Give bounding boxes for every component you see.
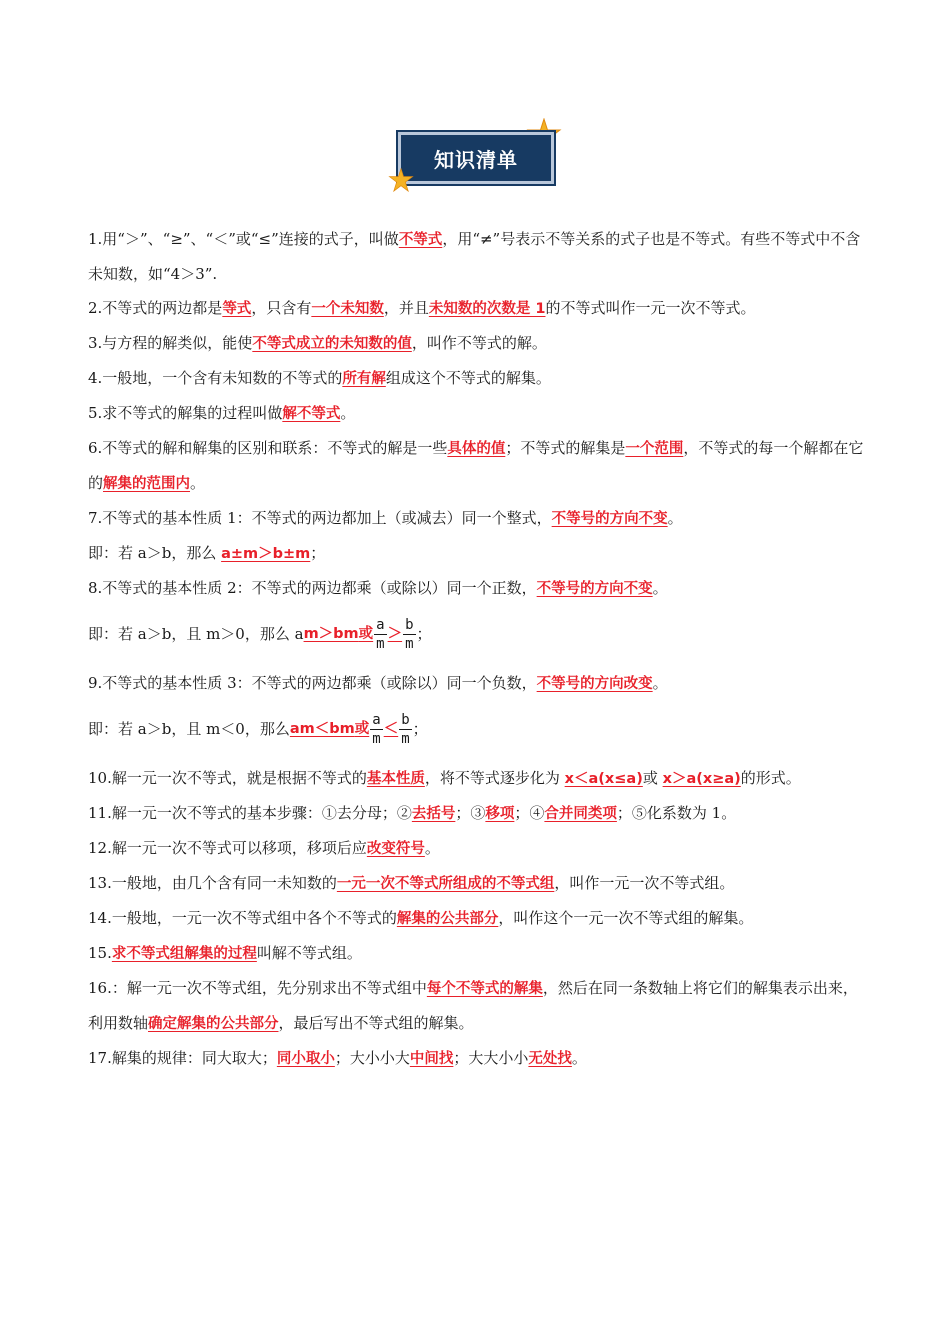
list-item — [88, 610, 864, 658]
item-text: 3.与方程的解类似，能使 — [88, 334, 253, 352]
answer-keyword: 确定解集的公共部分 — [148, 1016, 279, 1032]
star-icon — [388, 168, 414, 194]
section-banner — [388, 118, 566, 198]
item-text: ，将不等式逐步化为 — [424, 769, 565, 787]
list-item — [88, 761, 864, 796]
item-text: ，最后写出不等式组的解集。 — [278, 1014, 474, 1032]
fraction — [374, 618, 386, 651]
list-item — [88, 666, 864, 701]
answer-keyword: 所有解 — [342, 371, 386, 387]
item-text: ，然后在同一条数轴上将它们的解集表示出来，利用数轴 — [88, 979, 858, 1032]
item-text: ； — [416, 625, 432, 643]
item-text: 8.不等式的基本性质 2：不等式的两边都乘（或除以）同一个正数， — [88, 579, 537, 597]
item-text: 15. — [88, 944, 112, 962]
item-text: 10.解一元一次不等式，就是根据不等式的 — [88, 769, 367, 787]
item-text: 6.不等式的解和解集的区别和联系：不等式的解是一些 — [88, 439, 448, 457]
item-text: 5.求不等式的解集的过程叫做 — [88, 404, 283, 422]
answer-keyword: m＞bm — [303, 626, 359, 642]
item-text: 即：若 a＞b，那么 — [88, 544, 222, 562]
banner-title: 知识清单 — [434, 147, 518, 172]
answer-keyword: x＞a(x≥a) — [662, 771, 741, 787]
item-text: 2.不等式的两边都是 — [88, 299, 223, 317]
answer-keyword: 解不等式 — [282, 406, 341, 422]
answer-keyword: 等式 — [222, 301, 252, 317]
answer-keyword: ＜ — [383, 721, 399, 737]
item-text: 17.解集的规律：同大取大； — [88, 1049, 277, 1067]
item-text: 。 — [340, 404, 356, 422]
answer-keyword: 不等式 — [398, 232, 443, 248]
item-text: 。 — [652, 579, 668, 597]
list-item — [88, 501, 864, 536]
fraction-denominator: m — [405, 635, 414, 652]
answer-keyword: 不等式成立的未知数的值 — [252, 336, 412, 352]
answer-keyword: 无处找 — [528, 1051, 572, 1067]
item-text: 1.用“＞”、“≥”、“＜”或“≤”连接的式子，叫做 — [88, 230, 399, 248]
item-text: ；⑤化系数为 1。 — [616, 804, 737, 822]
answer-keyword: 一个未知数 — [311, 301, 384, 317]
list-item — [88, 831, 864, 866]
list-item — [88, 361, 864, 396]
answer-keyword: 不等号的方向改变 — [536, 676, 653, 692]
item-text: ，并且 — [383, 299, 429, 317]
answer-keyword: 不等号的方向不变 — [551, 511, 668, 527]
answer-keyword: 一元一次不等式所组成的不等式组 — [336, 876, 555, 892]
answer-keyword: 去括号 — [411, 806, 456, 822]
fraction-denominator: m — [401, 730, 410, 747]
answer-keyword: 未知数的次数是 1 — [428, 301, 546, 317]
list-item — [88, 1041, 864, 1076]
list-item — [88, 796, 864, 831]
item-text: 。 — [190, 474, 206, 492]
item-text: 14.一般地，一元一次不等式组中各个不等式的 — [88, 909, 397, 927]
answer-keyword: 每个不等式的解集 — [426, 981, 543, 997]
list-item — [88, 326, 864, 361]
list-item — [88, 936, 864, 971]
list-item — [88, 536, 864, 571]
list-item — [88, 971, 864, 1041]
answer-keyword: 不等号的方向不变 — [536, 581, 653, 597]
item-text: ，叫作这个一元一次不等式组的解集。 — [498, 909, 754, 927]
answer-keyword: 解集的公共部分 — [396, 911, 499, 927]
item-text: ；不等式的解集是 — [505, 439, 626, 457]
item-text: ； — [412, 720, 428, 738]
list-item — [88, 866, 864, 901]
answer-keyword: 同小取小 — [276, 1051, 335, 1067]
answer-keyword: 求不等式组解集的过程 — [111, 946, 257, 962]
answer-keyword: 移项 — [485, 806, 515, 822]
item-text: 即：若 a＞b，且 m＞0，那么 a — [88, 625, 304, 643]
answer-keyword: 解集的范围内 — [103, 476, 191, 492]
item-text: 。 — [424, 839, 440, 857]
item-text: ；大大小小 — [453, 1049, 529, 1067]
fraction — [399, 713, 411, 746]
item-text: 。 — [571, 1049, 587, 1067]
item-text: ，用“≠”号表示不等关系的式子也是不等式。有些不等式中不含未知数，如“4＞3”. — [88, 230, 861, 283]
fraction-denominator: m — [376, 635, 385, 652]
answer-keyword: 一个范围 — [625, 441, 684, 457]
list-item — [88, 705, 864, 753]
item-text: ，不等式的每一个解都在它的 — [88, 439, 864, 492]
banner-box — [398, 132, 554, 184]
answer-keyword: 具体的值 — [447, 441, 506, 457]
item-text: 11.解一元一次不等式的基本步骤：①去分母；② — [88, 804, 412, 822]
item-text: 7.不等式的基本性质 1：不等式的两边都加上（或减去）同一个整式， — [88, 509, 552, 527]
answer-keyword: ＞ — [387, 626, 403, 642]
item-text: 。 — [652, 674, 668, 692]
list-item — [88, 571, 864, 606]
item-text: ；④ — [514, 804, 545, 822]
answer-keyword: 基本性质 — [366, 771, 425, 787]
item-text: 12.解一元一次不等式可以移项，移项后应 — [88, 839, 367, 857]
answer-keyword: 或 — [354, 721, 370, 737]
fraction-numerator: b — [401, 711, 410, 728]
item-text: ，叫作一元一次不等式组。 — [554, 874, 735, 892]
item-text: 或 — [642, 769, 663, 787]
answer-keyword: a±m＞b±m — [221, 546, 311, 562]
answer-keyword: x＜a(x≤a) — [564, 771, 643, 787]
item-text: 4.一般地，一个含有未知数的不等式的 — [88, 369, 343, 387]
knowledge-list — [88, 222, 864, 1076]
answer-keyword: 或 — [358, 626, 374, 642]
item-text: 组成这个不等式的解集。 — [385, 369, 551, 387]
fraction — [370, 713, 382, 746]
list-item — [88, 431, 864, 501]
fraction-numerator: a — [372, 711, 381, 728]
item-text: 13.一般地，由几个含有同一未知数的 — [88, 874, 337, 892]
list-item — [88, 291, 864, 326]
item-text: ；大小小大 — [334, 1049, 410, 1067]
answer-keyword: 中间找 — [409, 1051, 454, 1067]
fraction-numerator: a — [376, 616, 385, 633]
item-text: 即：若 a＞b，且 m＜0，那么 — [88, 720, 290, 738]
item-text: ； — [310, 544, 326, 562]
fraction — [403, 618, 415, 651]
answer-keyword: am＜bm — [289, 721, 355, 737]
item-text: ，只含有 — [251, 299, 312, 317]
fraction-denominator: m — [372, 730, 381, 747]
item-text: 叫解不等式组。 — [256, 944, 362, 962]
answer-keyword: 改变符号 — [366, 841, 425, 857]
item-text: ，叫作不等式的解。 — [411, 334, 547, 352]
item-text: ；③ — [455, 804, 486, 822]
item-text: 的形式。 — [740, 769, 801, 787]
fraction-numerator: b — [405, 616, 414, 633]
answer-keyword: 合并同类项 — [544, 806, 617, 822]
list-item — [88, 222, 864, 291]
item-text: 16.：解一元一次不等式组，先分别求出不等式组中 — [88, 979, 427, 997]
item-text: 9.不等式的基本性质 3：不等式的两边都乘（或除以）同一个负数， — [88, 674, 537, 692]
item-text: 。 — [667, 509, 683, 527]
list-item — [88, 396, 864, 431]
item-text: 的不等式叫作一元一次不等式。 — [545, 299, 756, 317]
list-item — [88, 901, 864, 936]
